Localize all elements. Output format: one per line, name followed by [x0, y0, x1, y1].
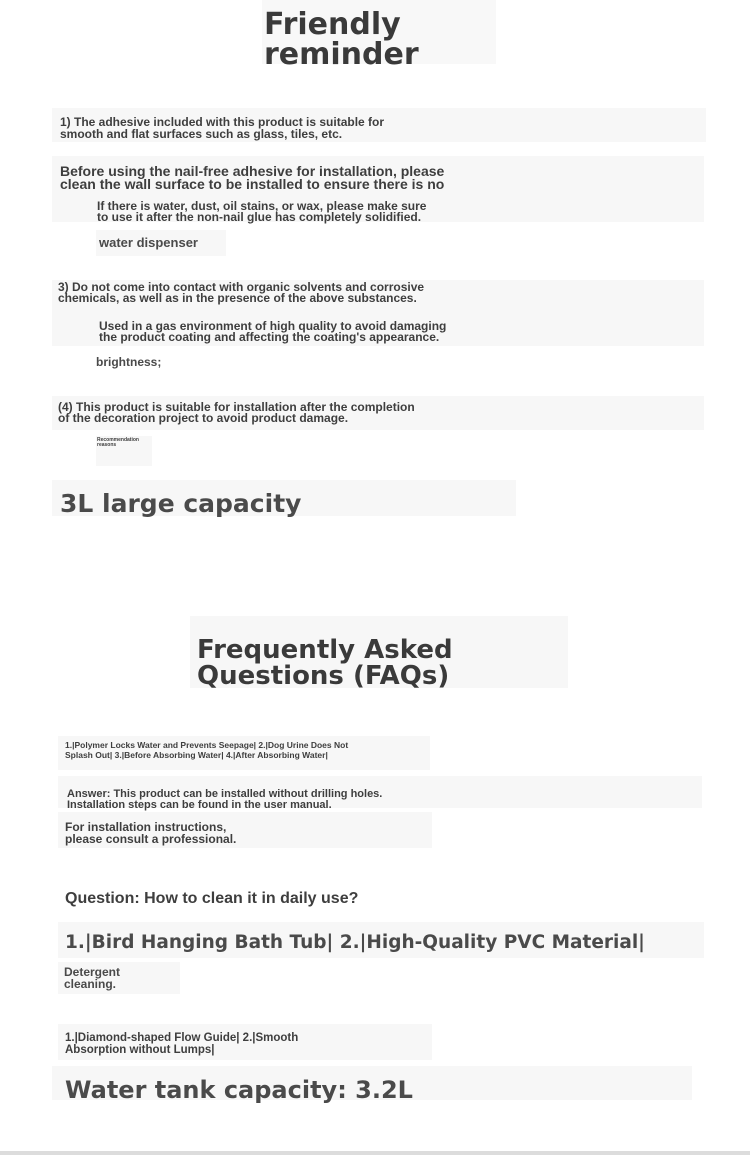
- faq-title: Frequently Asked Questions (FAQs): [197, 635, 453, 691]
- bottom-divider: [0, 1151, 750, 1155]
- faq-install-note: For installation instructions, please consult a professional.: [65, 820, 237, 846]
- reminder-item-3-detail: Used in a gas environment of high quality to avoid damaging the product coating and affecting the coating's appearance.: [99, 319, 447, 344]
- reminder-item-2-note: water dispenser: [99, 235, 198, 250]
- reminder-item-2: Before using the nail-free adhesive for installation, please clean the wall surface to be installed to ensure there is no: [60, 163, 445, 192]
- reminder-item-4: (4) This product is suitable for installation after the completion of the decoration project to avoid product damage.: [58, 400, 415, 425]
- reminder-item-2-detail: If there is water, dust, oil stains, or wax, please make sure to use it after the non-nail glue has completely solidified.: [97, 199, 427, 224]
- faq-detergent: Detergent cleaning.: [64, 965, 121, 991]
- faq-question: Question: How to clean it in daily use?: [65, 890, 359, 907]
- reminder-item-3: 3) Do not come into contact with organic solvents and corrosive chemicals, as well as in the presence of the above substances.: [58, 280, 425, 305]
- faq-features-3: 1.|Diamond-shaped Flow Guide| 2.|Smooth Absorption without Lumps|: [65, 1032, 299, 1056]
- tank-capacity: Water tank capacity: 3.2L: [65, 1076, 413, 1104]
- faq-features-1: 1.|Polymer Locks Water and Prevents Seepage| 2.|Dog Urine Does Not Splash Out| 3.|Before Absorbing Water| 4.|After Absorbing Water|: [65, 740, 349, 760]
- reminder-item-1: 1) The adhesive included with this product is suitable for smooth and flat surfaces such as glass, tiles, etc.: [60, 115, 385, 141]
- faq-answer: Answer: This product can be installed without drilling holes. Installation steps can be found in the user manual.: [67, 788, 383, 811]
- reminder-item-4-note: Recommendation reasons: [97, 437, 139, 448]
- faq-features-2: 1.|Bird Hanging Bath Tub| 2.|High-Quality PVC Material|: [65, 932, 645, 953]
- reminder-title: Friendly reminder: [264, 7, 419, 72]
- reminder-item-3-note: brightness;: [96, 355, 162, 369]
- capacity-label: 3L large capacity: [60, 489, 302, 518]
